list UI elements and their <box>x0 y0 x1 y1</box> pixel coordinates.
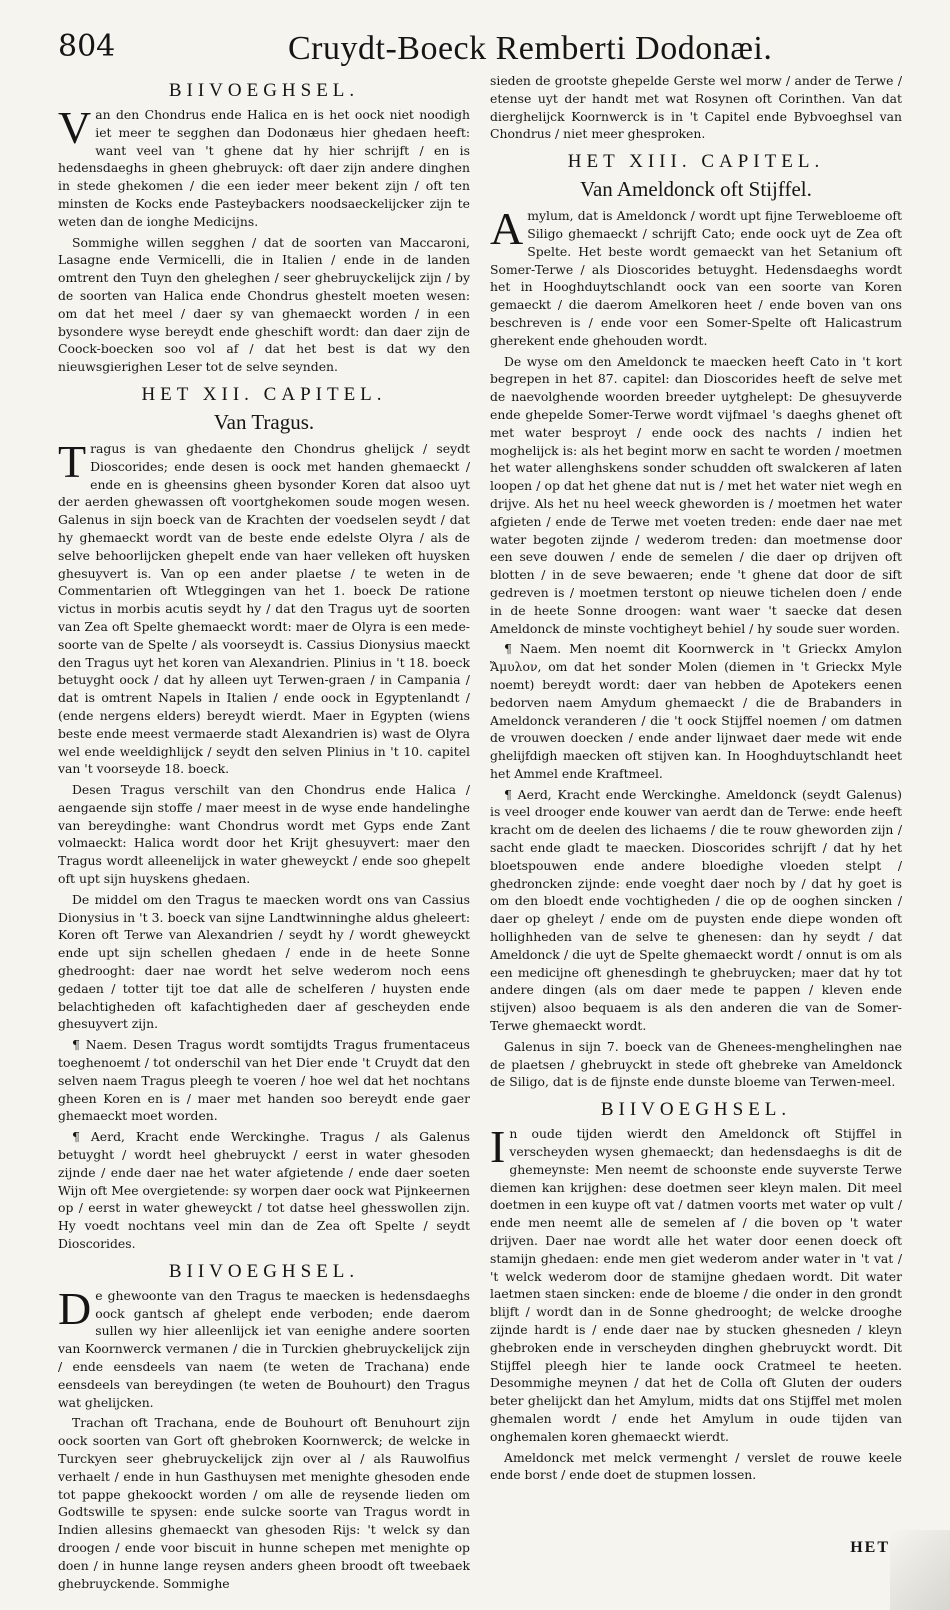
paragraph: Desen Tragus verschilt van den Chondrus ende Halica / aengaende sijn stoffe / maer meest in de wyse ende handelinghe van bereydinghe: want Chondrus wordt met Gyps ende Zant volmaeckt: Halica wordt door het Krijt ghesuyvert: maer den Tragus wordt alleenelijck in water gheweyckt / ende soo ghepelt oft upt sijn huyskens ghedaen. <box>58 782 470 887</box>
page-corner-shadow <box>890 1530 950 1610</box>
paragraph: Tragus is van ghedaente den Chondrus ghelijck / seydt Dioscorides; ende desen is oock met handen ghemaeckt / ende en is gheensins gheen bysonder Koren dat alsoo uyt der aerden ghewassen oft voortghekomen soude mogen wesen. Galenus in sijn boeck van de Krachten der voedselen seydt / dat hy ghemaeckt wordt van de beste ende edelste Olyra / als de selve behoorlijcken ghepelt ende van haer velleken oft huysken ghesuyvert is. Van op een ander plaetse / te weten in de Commentarien oft Wtleggingen van het 1. boeck De ratione victus in morbis acutis seydt hy / dat den Tragus uyt de soorten van Zea oft Spelte ghemaeckt wordt: maer de Olyra is een mede-soorte van de Spelte / als voorseydt is. Cassius Dionysius maeckt den Tragus uyt het koren van Alexandrien. Plinius in 't 18. boeck betuyght oock / dat hy alleen uyt Terwen-graen / in Campania / dat is omtrent Napels in Italien / ende oock in Egyptenlandt / (ende nergens elders) bereydt wierdt. Maer in Egypten (wiens beste ende meest vermaerde stadt Alexandrien is) wast de Olyra wel ende weeldighlijck / seydt den selven Plinius in 't 10. capitel van 't voorseyde 18. boeck. <box>58 435 470 777</box>
paragraph: ¶ Aerd, Kracht ende Werckinghe. Tragus / als Galenus betuyght / wordt heel ghebruyckt / eerst in water ghesoden zijnde / ende daer nae het water afgietende / ende daer soeten Wijn oft Mee overgietende: sy worpen daer oock wat Pijnkeernen op / eerst in water gheweyckt / tot datse heel ghesswollen zijn. Hy voedt nochtans veel min dan de Zea oft Spelte / seydt Dioscorides. <box>58 1129 470 1252</box>
paragraph: Galenus in sijn 7. boeck van de Ghenees-menghelinghen nae de plaetsen / ghebruyckt in stede oft ghebreke van Ameldonck de Siligo, dat is de fijnste ende dunste bloeme van Terwen-meel. <box>490 1038 902 1090</box>
paragraph: De middel om den Tragus te maecken wordt ons van Cassius Dionysius in 't 3. boeck van sijne Landtwinninghe aldus gheleert: Koren oft Terwe van Alexandrien / seydt hy / wordt gheweyckt ende upt sijn schellen ghedaen / ende in de heete Sonne ghedrooght: daer nae wordt het selve wederom noch eens gedaen / totter tijt toe dat alle de schelferen / huysten ende belachtigheden oft kafachtigheden daer af gescheyden ende ghesuyvert zijn. <box>58 891 470 1032</box>
paragraph: Van den Chondrus ende Halica en is het oock niet noodigh iet meer te segghen dan Dodonæus hier ghedaen heeft: want veel van 't ghene dat hy hier schrijft / en is hedensdaeghs in gheen ghebruyck: oft daer zijn andere dinghen in stede ghekomen / die een ieder meer bekent zijn / oft ten minsten de Kocks ende Pasteybackers noodsaeckelijcker zijn te weten dan de ionghe Medicijns. <box>58 102 470 229</box>
paragraph: Trachan oft Trachana, ende de Bouhourt oft Benuhourt zijn oock soorten van Gort oft ghebroken Koornwerck; de welcke in Turckyen seer ghebruyckelijck zijn over al / als Rauwolfius verhaelt / ende in hun Gasthuysen met menighte ghesoden ende tot pappe ghekoockt worden / om alle de reysende lieden om Godtswille te spysen: ende sulcke soorte van Tragus wordt in Indien allesins ghemaeckt van ghesoden Rijs: 't welck sy dan droogen / ende voor biscuit in hunne schepen met menighte op doen / in hunne lange reysen anders gheen broodt oft tweebaek ghebruyckende. Sommighe <box>58 1415 470 1591</box>
paragraph: In oude tijden wierdt den Ameldonck oft Stijffel in verscheyden wysen ghemaeckt; dan hedensdaeghs is dit de ghemeynste: Men neemt de schoonste ende suyverste Terwe diemen kan krijghen: dese doetmen seer kleyn malen. Dit meel doetmen in een kuype oft vat / datmen voorts met water op vult / ende men neemt alle de semelen af / die boven op 't water drijven. Daer nae wordt alle het water door eenen doeck oft stamijn ghedaen: ende men giet wederom ander water in 't vat / 't welck wederom door de stamijne ghedaen wordt. Dit water laetmen staen sincken: ende de bloeme / die onder in den grondt blijft / wordt dan in de Sonne ghedrooght; de welcke drooghe zijnde hardt is / ende daer nae by stucken ghesneden / kleyn ghebroken ende in verscheyden dinghen ghebruyckt wordt. Dit Stijffel pleegh hier te lande oock Cratmeel te heeten. Desommighe meynen / dat het de Colla oft Gluten der ouders beter ghelijckt dan het Amylum, midts dat ons Stijffel met molen ghemalen wordt / ende het Amylum in oude tijden van onghemalen koren ghemaeckt wierdt. <box>490 1121 902 1444</box>
chapter-subtitle: Van Tragus. <box>213 409 315 434</box>
chapter-heading: HET XII. CAPITEL. <box>141 383 387 405</box>
paragraph: Amylum, dat is Ameldonck / wordt upt fijne Terwebloeme oft Siligo ghemaeckt / schrijft Cato; ende oock uyt de Zea oft Spelte. Het beste wordt gemaeckt van het Setanium oft Somer-Terwe / als Dioscorides betuyght. Hedensdaeghs wordt het in Hooghduytschlandt oock van een soorte van Koren gemaeckt / die daerom Amelkoren heet / ende boven van ons beschreven is / ende voor een Somer-Spelte oft Halicastrum gherekent ende ghehouden wordt. <box>490 203 902 348</box>
paragraph: Sommighe willen segghen / dat de soorten van Maccaroni, Lasagne ende Vermicelli, die in Italien / ende in de landen omtrent den Tuyn den gheleghen / seer ghebruyckelijck zijn / by de soorten van Halica ende Chondrus ghestelt moeten wesen: om dat het meel / daer sy van ghemaeckt worden / in een bysondere wyse bereydt ende gheschift wordt: dan daer zijn de Coock-boecken soo vol af / dat het best is dat wy den nieuwsgierighen Leser tot de selve seynden. <box>58 234 470 375</box>
paragraph: Ameldonck met melck vermenght / verslet de rouwe keele ende borst / ende doet de stupmen lossen. <box>490 1449 902 1483</box>
chapter-heading: HET XIII. CAPITEL. <box>567 151 825 173</box>
paragraph: ¶ Naem. Desen Tragus wordt somtijdts Tragus frumentaceus toeghenoemt / tot onderschil van het Dier ende 't Cruydt dat den selven naem Tragus pleegh te voeren / hoe wel dat het nochtans gheen Koren en is / maer met handen soo bereydt ende gaer ghemaeckt moet worden. <box>58 1037 470 1124</box>
catchword: HET <box>850 1539 890 1556</box>
paragraph: ¶ Naem. Men noemt dit Koornwerck in 't Grieckx Amylon Ἄμυλον, om dat het sonder Molen (diemen in 't Grieckx Myle noemt) bereydt wordt: daer van hebben de Apotekers eenen bedorven naem Amydum ghemaeckt / die de Brabanders in Ameldonck veranderen / die 't oock Stijffel noemen / om datmen de vrouwen doecken / ende ander lijnwaet daer mede wit ende ghelijfdigh maecken oft stijven kan. In Hooghduytschlandt heet het Ammel ende Kraftmeel. <box>490 641 902 781</box>
paragraph: De wyse om den Ameldonck te maecken heeft Cato in 't kort begrepen in het 87. capitel: dan Dioscorides heeft de selve met de naevolghende woorden breeder uytghelept: De ghesuyverde ende ghepelde Somer-Terwe wordt vijfmael 's daeghs ghenet oft met water besproyt / ende oock des nachts / indien het moghelijck is: als het begint morw en sacht te worden / moetmen het water allenghskens sonder schudden oft swalckeren af laten loopen / op dat het ghene dat nut is / met het water niet wegh en drijve. Als het nu heel weeck gheworden is / moetmen het water afgieten / ende de Terwe met voeten treden: ende daer nae met water begoten zijnde / wederom treden: dan moetmense door een seve douwen / ende de semelen / die daer op drijven oft blotten / in de seve bewaeren; ende 't ghene dat door de sift gedreven is / moetmen terstont op nieuwe tichelen doen / ende in de heete Sonne droogen: want waer 't saecke dat desen Ameldonck de minste vochtigheyt behiel / hy soude suer worden. <box>490 353 902 636</box>
section-heading: BIIVOEGHSEL. <box>168 1260 360 1282</box>
section-heading: BIIVOEGHSEL. <box>168 80 360 101</box>
section-heading: BIIVOEGHSEL. <box>600 1099 792 1121</box>
running-title: Cruydt-Boeck Remberti Dodonæi. <box>288 30 773 67</box>
page-header <box>58 30 910 76</box>
paragraph: De ghewoonte van den Tragus te maecken is hedensdaeghs oock gantsch af ghelept ende verboden; ende daerom sullen wy hier alleenlijck iet van eenighe andere soorten van Koornwerck vermanen / die in Turckien ghebruyckelijck zijn / ende eensdeels van naem (te weten de Trachana) ende eensdeels van bereydingen (te weten de Bouhourt) den Tragus wat ghelijcken. <box>58 1282 470 1410</box>
paragraph: sieden de grootste ghepelde Gerste wel morw / ander de Terwe / etense uyt der handt met wat Rosynen oft Corinthen. Van dat dierghelijck Koornwerck is in 't Capitel ende Bybvoeghsel van Chondrus / niet meer ghesproken. <box>490 73 902 142</box>
right-column <box>490 72 902 1487</box>
paragraph: ¶ Aerd, Kracht ende Werckinghe. Ameldonck (seydt Galenus) is veel drooger ende kouwer van aerdt dan de Terwe: ende heeft kracht om de deelen des lichaems / die te rouw gheworden zijn / sacht ende gladt te maecken. Dioscorides schrijft / dat hy het bloetspouwen ende andere bloedighe vloeden stelpt / ghedroncken zijnde: ende voeght daer noch by / dat hy goet is om den bloedt ende vochtigheden / die op de ooghen sincken / daer op gheleyt / ende om de puysten ende diepe wonden oft hollighheden van de selve te ghenesen: dan hy seydt / dat Ameldonck / die uyt de Spelte ghemaeckt wordt / onnut is om als een medicijne oft ghenesdingh te ghebruycken; maer dat hy tot andere dingen (als om daer mede te pappen / kleven ende stijven) alsoo bequaem is als den anderen die van de Somer-Terwe ghemaeckt wordt. <box>490 786 902 1034</box>
left-column <box>58 72 470 1595</box>
chapter-subtitle: Van Ameldonck oft Stijffel. <box>580 177 812 202</box>
page-number: 804 <box>58 29 116 64</box>
